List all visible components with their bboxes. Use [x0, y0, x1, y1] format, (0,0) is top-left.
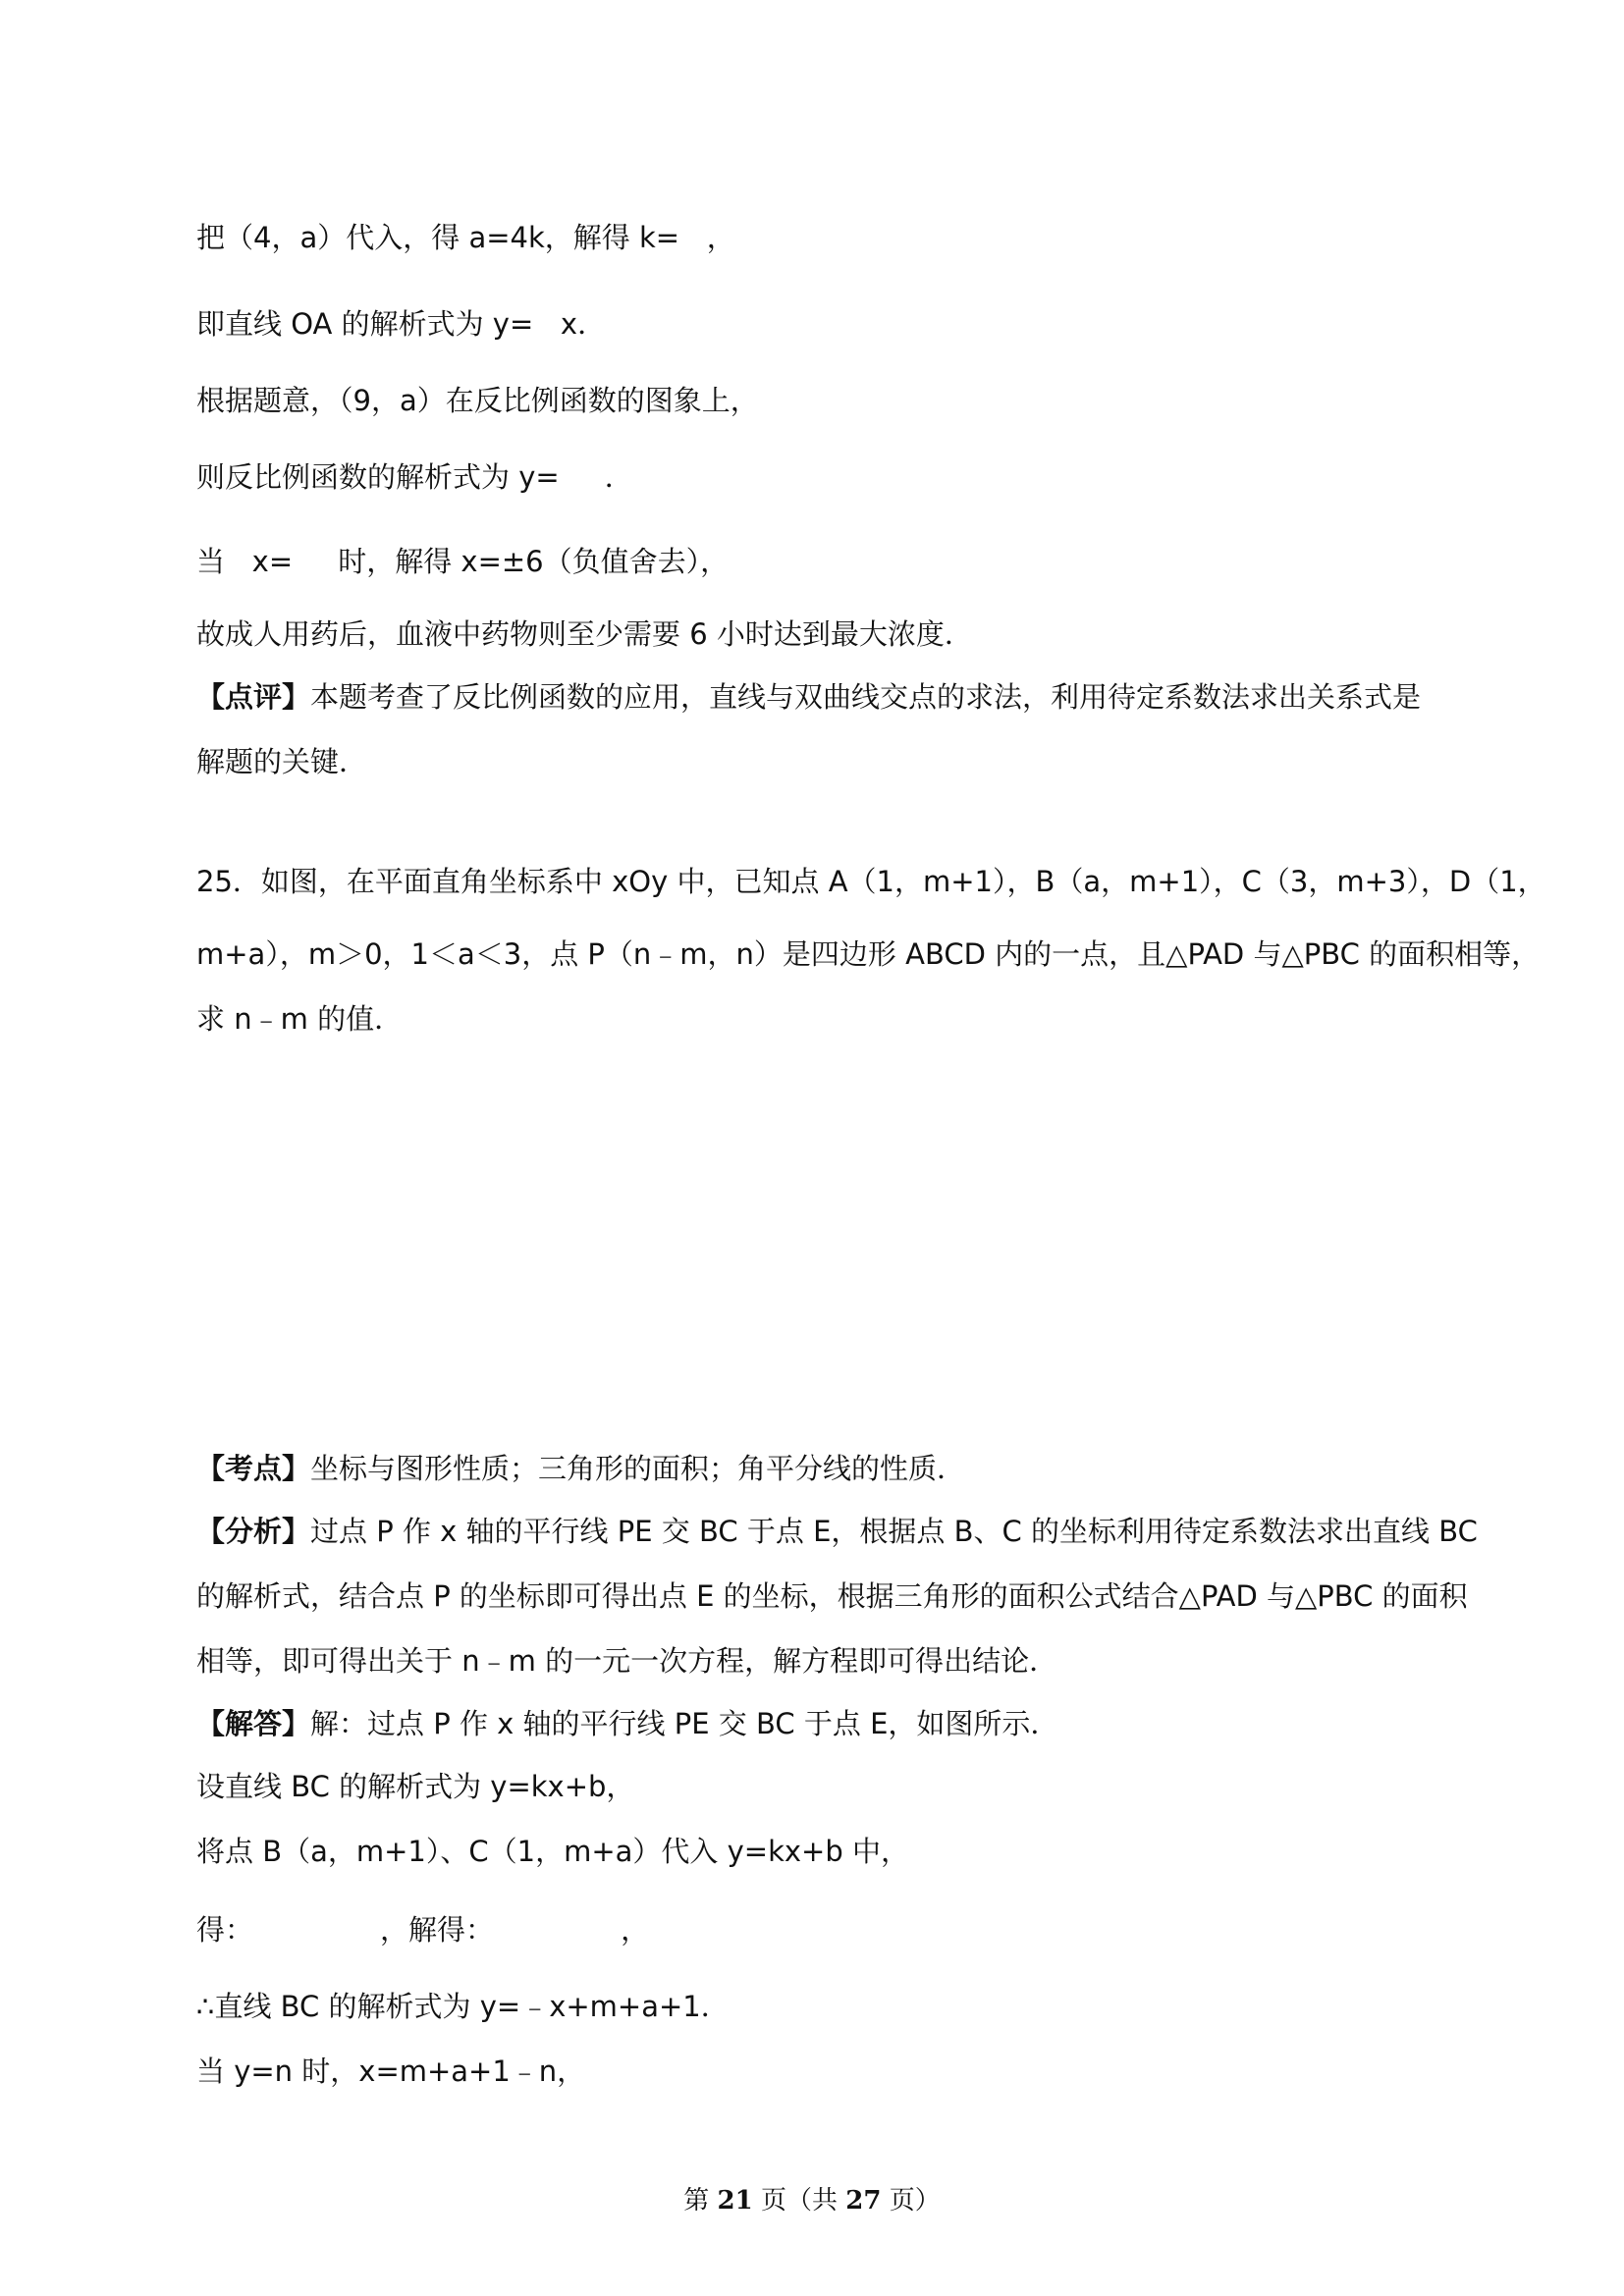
solution-line-solve-x: 当 x= 时，解得 x=±6（负值舍去），	[196, 545, 730, 578]
footer-suffix: 页）	[881, 2186, 941, 2216]
comment-label: 【点评】	[196, 680, 311, 714]
jieda-step-4: ∴直线 BC 的解析式为 y=﹣x+m+a+1．	[196, 1990, 730, 2023]
comment-line-2: 解题的关键．	[196, 745, 368, 778]
solution-line-oa-expression: 即直线 OA 的解析式为 y= x．	[196, 307, 607, 341]
question-25-line-2: m+a），m＞0，1＜a＜3，点 P（n﹣m，n）是四边形 ABCD 内的一点，且△PAD 与△PBC 的面积相等，	[196, 937, 1541, 971]
jieda-step-3: 得： ，解得： ，	[196, 1913, 650, 1947]
kaodian-text: 坐标与图形性质；三角形的面积；角平分线的性质．	[310, 1452, 966, 1485]
footer-prefix: 第	[683, 2186, 718, 2216]
solution-line-inverse-expression: 则反比例函数的解析式为 y= ．	[196, 460, 633, 494]
jieda-text: 解：过点 P 作 x 轴的平行线 PE 交 BC 于点 E，如图所示．	[310, 1707, 1059, 1740]
solution-line-substitute: 把（4，a）代入，得 a=4k，解得 k= ，	[196, 221, 735, 254]
footer-page-current: 21	[717, 2186, 753, 2216]
fenxi-line-1	[196, 1512, 1478, 1551]
page-footer	[0, 2183, 1624, 2218]
comment-text-1: 本题考查了反比例函数的应用，直线与双曲线交点的求法，利用待定系数法求出关系式是	[310, 680, 1422, 714]
question-25-line-1: 25．如图，在平面直角坐标系中 xOy 中，已知点 A（1，m+1），B（a，m+1），C（3，m+3），D（1，	[196, 865, 1546, 898]
jieda-step-5: 当 y=n 时，x=m+a+1﹣n，	[196, 2055, 586, 2088]
jieda-line	[196, 1704, 1058, 1743]
solution-line-by-problem: 根据题意，（9，a）在反比例函数的图象上，	[196, 384, 759, 417]
fenxi-line-3: 相等，即可得出关于 n﹣m 的一元一次方程，解方程即可得出结论．	[196, 1644, 1058, 1678]
comment-line-1	[196, 677, 1421, 717]
question-25-line-3: 求 n﹣m 的值．	[196, 1002, 404, 1036]
fenxi-line-2: 的解析式，结合点 P 的坐标即可得出点 E 的坐标，根据三角形的面积公式结合△PAD 与△PBC 的面积	[196, 1579, 1468, 1613]
kaodian-label: 【考点】	[196, 1452, 311, 1485]
jieda-step-2: 将点 B（a，m+1）、C（1，m+a）代入 y=kx+b 中，	[196, 1835, 909, 1868]
jieda-step-1: 设直线 BC 的解析式为 y=kx+b，	[196, 1770, 635, 1803]
fenxi-label: 【分析】	[196, 1515, 311, 1548]
kaodian-line	[196, 1449, 965, 1488]
footer-page-total: 27	[845, 2186, 882, 2216]
fenxi-text-1: 过点 P 作 x 轴的平行线 PE 交 BC 于点 E，根据点 B、C 的坐标利用待定系数法求出直线 BC	[310, 1515, 1478, 1548]
jieda-label: 【解答】	[196, 1707, 311, 1740]
footer-middle: 页（共	[752, 2186, 846, 2216]
solution-line-conclusion: 故成人用药后，血液中药物则至少需要 6 小时达到最大浓度．	[196, 617, 973, 651]
